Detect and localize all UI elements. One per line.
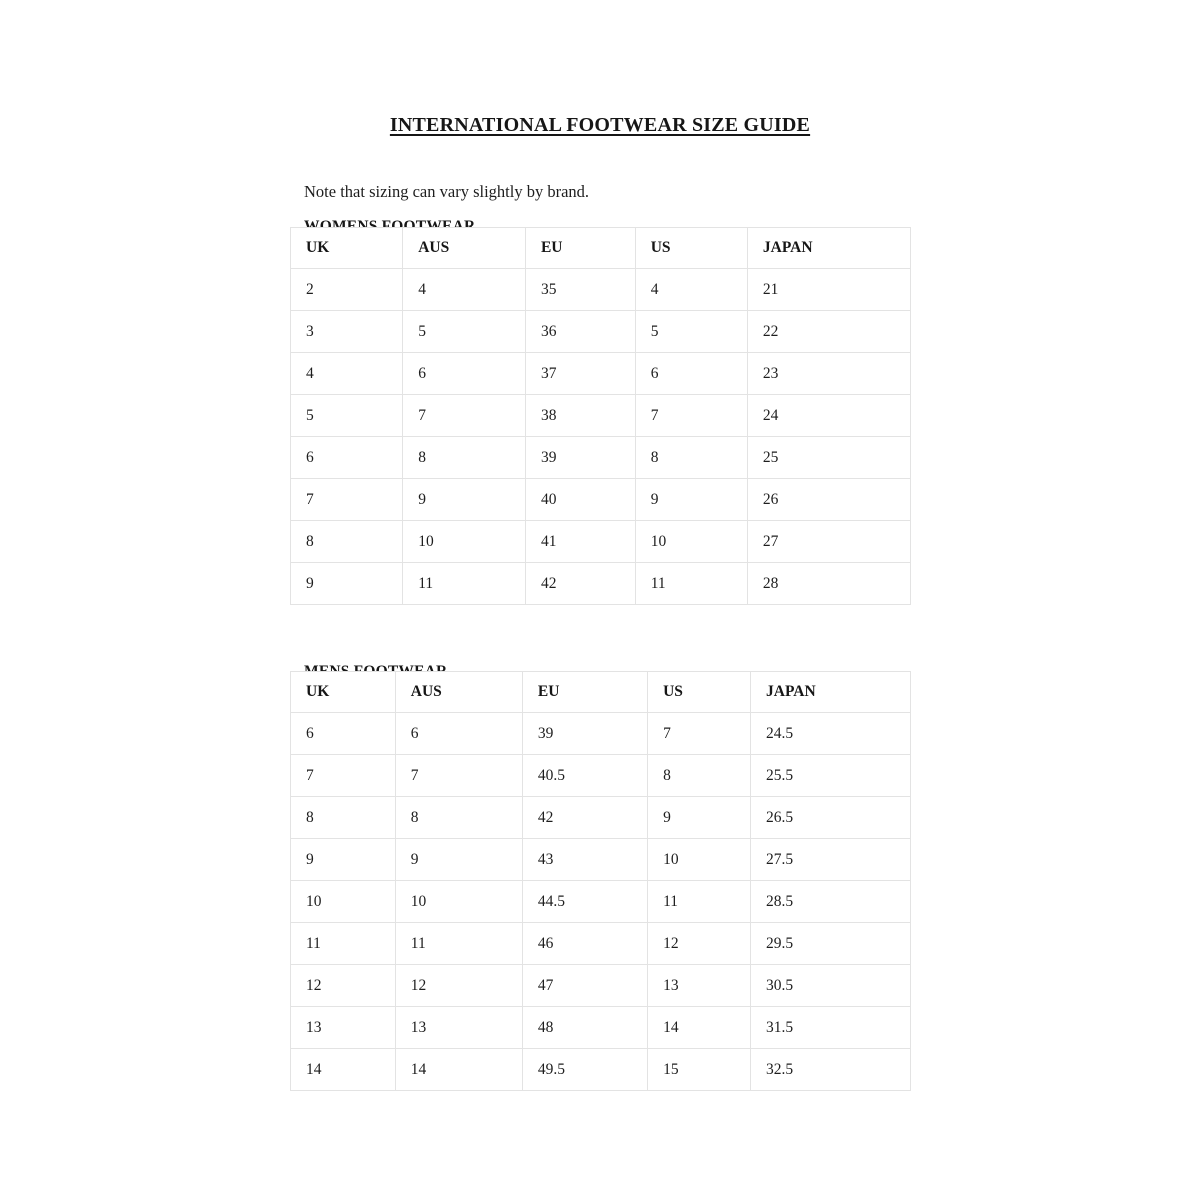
table-cell: 38 (525, 395, 635, 437)
table-row (291, 839, 911, 881)
table-cell: 10 (403, 521, 526, 563)
column-header: UK (291, 228, 403, 269)
table-cell: 30.5 (751, 965, 911, 1007)
table-cell: 5 (291, 395, 403, 437)
table-cell: 35 (525, 269, 635, 311)
page-title: INTERNATIONAL FOOTWEAR SIZE GUIDE (389, 114, 811, 137)
table-cell: 8 (648, 755, 751, 797)
table-cell: 11 (291, 923, 396, 965)
table-cell: 4 (291, 353, 403, 395)
table-cell: 12 (648, 923, 751, 965)
table-cell: 26 (747, 479, 910, 521)
table-cell: 44.5 (522, 881, 647, 923)
table-row (291, 881, 911, 923)
table-cell: 7 (395, 755, 522, 797)
table-cell: 22 (747, 311, 910, 353)
table-row (291, 563, 911, 605)
table-cell: 8 (635, 437, 747, 479)
table-cell: 29.5 (751, 923, 911, 965)
table-cell: 11 (395, 923, 522, 965)
table-cell: 24.5 (751, 713, 911, 755)
table-cell: 42 (525, 563, 635, 605)
table-cell: 40.5 (522, 755, 647, 797)
table-cell: 7 (403, 395, 526, 437)
table-cell: 28 (747, 563, 910, 605)
table-cell: 7 (648, 713, 751, 755)
table-row (291, 755, 911, 797)
table-cell: 9 (635, 479, 747, 521)
table-cell: 9 (395, 839, 522, 881)
table-row (291, 1049, 911, 1091)
table-cell: 8 (291, 521, 403, 563)
table-cell: 10 (291, 881, 396, 923)
table-row (291, 713, 911, 755)
table-cell: 7 (291, 479, 403, 521)
table-cell: 32.5 (751, 1049, 911, 1091)
table-cell: 15 (648, 1049, 751, 1091)
womens-size-table (290, 227, 911, 605)
table-cell: 28.5 (751, 881, 911, 923)
sizing-note: Note that sizing can vary slightly by brand. (304, 181, 590, 201)
table-cell: 8 (395, 797, 522, 839)
table-cell: 40 (525, 479, 635, 521)
table-cell: 7 (291, 755, 396, 797)
table-cell: 25.5 (751, 755, 911, 797)
table-cell: 41 (525, 521, 635, 563)
table-cell: 5 (403, 311, 526, 353)
table-cell: 14 (648, 1007, 751, 1049)
table-cell: 4 (403, 269, 526, 311)
table-cell: 12 (291, 965, 396, 1007)
table-cell: 48 (522, 1007, 647, 1049)
table-cell: 3 (291, 311, 403, 353)
table-cell: 13 (395, 1007, 522, 1049)
table-cell: 8 (291, 797, 396, 839)
table-cell: 9 (291, 563, 403, 605)
table-cell: 13 (648, 965, 751, 1007)
table-row (291, 923, 911, 965)
table-cell: 39 (525, 437, 635, 479)
table-row (291, 479, 911, 521)
table-cell: 9 (648, 797, 751, 839)
column-header: UK (291, 672, 396, 713)
column-header: AUS (395, 672, 522, 713)
table-cell: 26.5 (751, 797, 911, 839)
table-cell: 12 (395, 965, 522, 1007)
header-row (291, 228, 911, 269)
table-cell: 43 (522, 839, 647, 881)
column-header: EU (522, 672, 647, 713)
column-header: AUS (403, 228, 526, 269)
table-cell: 6 (403, 353, 526, 395)
mens-size-table (290, 671, 911, 1091)
table-cell: 24 (747, 395, 910, 437)
column-header: JAPAN (751, 672, 911, 713)
table-cell: 8 (403, 437, 526, 479)
table-cell: 27 (747, 521, 910, 563)
table-cell: 10 (648, 839, 751, 881)
table-cell: 25 (747, 437, 910, 479)
table-cell: 42 (522, 797, 647, 839)
table-cell: 6 (291, 713, 396, 755)
table-cell: 49.5 (522, 1049, 647, 1091)
table-cell: 39 (522, 713, 647, 755)
column-header: US (635, 228, 747, 269)
table-row (291, 1007, 911, 1049)
table-cell: 37 (525, 353, 635, 395)
table-cell: 10 (635, 521, 747, 563)
table-cell: 11 (403, 563, 526, 605)
table-cell: 10 (395, 881, 522, 923)
table-cell: 23 (747, 353, 910, 395)
column-header: US (648, 672, 751, 713)
column-header: JAPAN (747, 228, 910, 269)
table-cell: 46 (522, 923, 647, 965)
table-row (291, 797, 911, 839)
table-cell: 31.5 (751, 1007, 911, 1049)
table-cell: 6 (291, 437, 403, 479)
table-cell: 6 (395, 713, 522, 755)
table-cell: 4 (635, 269, 747, 311)
column-header: EU (525, 228, 635, 269)
table-cell: 47 (522, 965, 647, 1007)
table-cell: 14 (291, 1049, 396, 1091)
table-row (291, 311, 911, 353)
table-row (291, 353, 911, 395)
table-cell: 9 (291, 839, 396, 881)
table-row (291, 437, 911, 479)
table-row (291, 965, 911, 1007)
table-row (291, 269, 911, 311)
table-cell: 7 (635, 395, 747, 437)
table-cell: 36 (525, 311, 635, 353)
table-cell: 14 (395, 1049, 522, 1091)
table-cell: 13 (291, 1007, 396, 1049)
table-cell: 9 (403, 479, 526, 521)
table-row (291, 521, 911, 563)
table-cell: 6 (635, 353, 747, 395)
header-row (291, 672, 911, 713)
table-cell: 11 (635, 563, 747, 605)
table-cell: 27.5 (751, 839, 911, 881)
table-cell: 21 (747, 269, 910, 311)
table-row (291, 395, 911, 437)
table-cell: 5 (635, 311, 747, 353)
table-cell: 11 (648, 881, 751, 923)
table-cell: 2 (291, 269, 403, 311)
